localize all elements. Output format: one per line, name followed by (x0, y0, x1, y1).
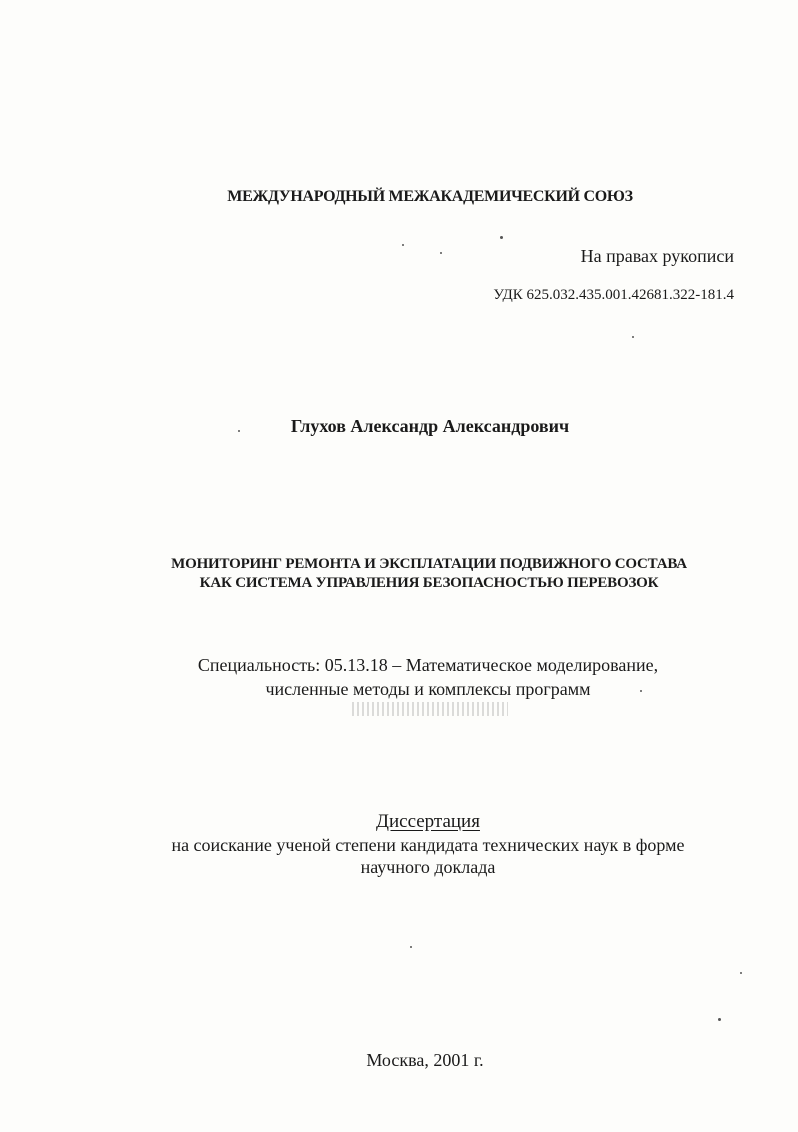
scan-speck (238, 430, 240, 432)
scan-speck (410, 946, 412, 948)
organization-heading: МЕЖДУНАРОДНЫЙ МЕЖАКАДЕМИЧЕСКИЙ СОЮЗ (227, 188, 633, 205)
title-line-1: МОНИТОРИНГ РЕМОНТА И ЭКСПЛАТАЦИИ ПОДВИЖНОГО СОСТАВА (171, 556, 687, 572)
degree-line-1: на соискание ученой степени кандидата технических наук в форме (171, 835, 685, 855)
dissertation-label (0, 811, 798, 833)
author-name: Глухов Александр Александрович (290, 416, 570, 436)
scan-speck (718, 1018, 721, 1021)
specialty-line-1: Специальность: 05.13.18 – Математическое моделирование, (197, 655, 659, 675)
scan-speck (640, 690, 642, 692)
scan-speck (632, 336, 634, 338)
place-and-year: Москва, 2001 г. (366, 1050, 484, 1070)
rights-notice: На правах рукописи (580, 246, 734, 266)
specialty-line-2: численные методы и комплексы программ (265, 679, 591, 699)
stamp-smudge (352, 702, 508, 716)
degree-line-2: научного доклада (360, 857, 496, 877)
udk-code: УДК 625.032.435.001.42681.322-181.4 (493, 287, 734, 303)
title-line-2: КАК СИСТЕМА УПРАВЛЕНИЯ БЕЗОПАСНОСТЬЮ ПЕРЕВОЗОК (199, 575, 659, 591)
scan-speck (402, 244, 404, 246)
scan-speck (500, 236, 503, 239)
scan-speck (740, 972, 742, 974)
dissertation-label-text: Диссертация (376, 811, 480, 832)
scan-speck (440, 252, 442, 254)
